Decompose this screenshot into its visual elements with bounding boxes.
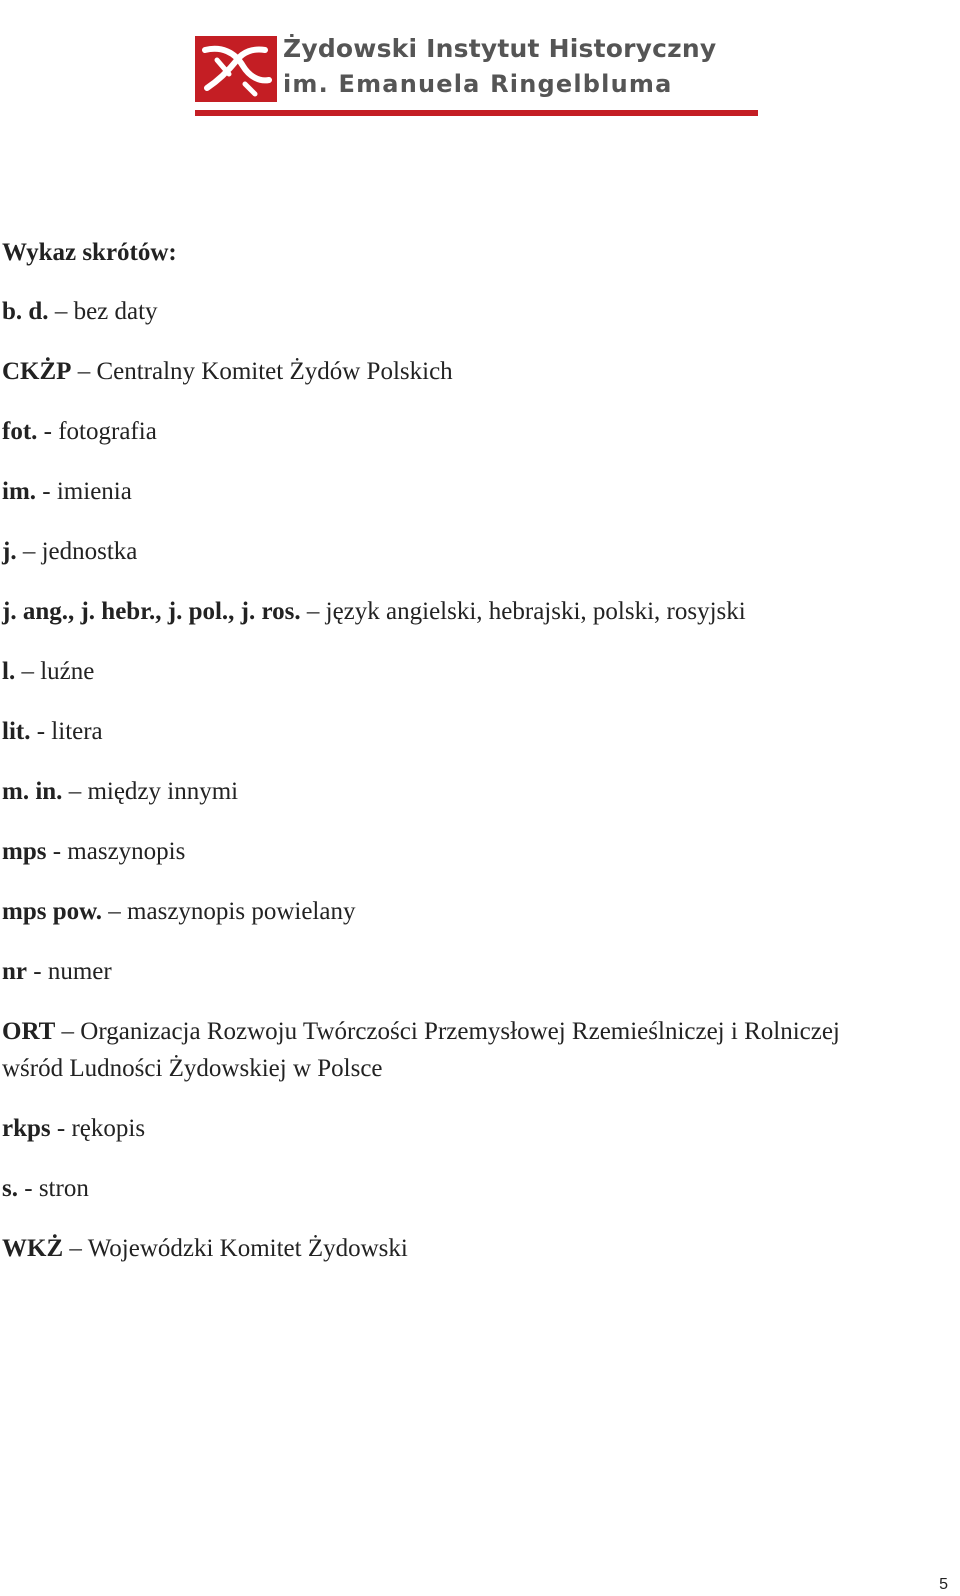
abbreviation-entry — [2, 953, 902, 990]
abbreviation-entry — [2, 473, 902, 510]
abbreviation-entry — [2, 593, 902, 630]
abbreviation-definition: maszynopis powielany — [127, 898, 356, 925]
abbreviation-entry — [2, 1170, 902, 1207]
abbreviation-term: nr — [2, 958, 27, 985]
institute-logo-emblem-icon — [195, 36, 277, 102]
abbreviation-definition: między innymi — [87, 778, 239, 805]
abbreviation-term: mps — [2, 838, 47, 865]
abbreviation-definition: fotografia — [58, 418, 157, 445]
abbreviation-term: ORT — [2, 1018, 56, 1045]
abbreviation-term: mps pow. — [2, 898, 103, 925]
header-rule — [195, 110, 758, 116]
abbreviation-term: b. d. — [2, 298, 49, 325]
abbreviation-definition: bez daty — [73, 298, 158, 325]
institute-patron: im. Emanuela Ringelbluma — [283, 70, 673, 98]
abbreviation-entry — [2, 893, 902, 930]
abbreviation-entry — [2, 1110, 902, 1147]
entries-container — [2, 293, 902, 1267]
abbreviation-separator: - — [36, 478, 57, 505]
abbreviation-entry — [2, 1230, 902, 1267]
abbreviation-definition: luźne — [40, 658, 95, 685]
abbreviation-term: lit. — [2, 718, 31, 745]
abbreviation-definition: numer — [47, 958, 112, 985]
abbreviation-entry — [2, 1013, 902, 1087]
abbreviation-separator: – — [48, 298, 74, 325]
abbreviation-separator: – — [63, 1235, 88, 1262]
abbreviation-separator: – — [71, 358, 97, 385]
abbreviation-term: rkps — [2, 1115, 51, 1142]
abbreviation-definition: Wojewódzki Komitet Żydowski — [87, 1235, 408, 1262]
abbreviation-term: CKŻP — [2, 358, 72, 385]
abbreviation-definition: jednostka — [41, 538, 138, 565]
abbreviation-entry — [2, 533, 902, 570]
abbreviation-entry — [2, 653, 902, 690]
abbreviation-separator: – — [15, 658, 41, 685]
abbreviation-term: l. — [2, 658, 16, 685]
abbreviation-definition: stron — [38, 1175, 89, 1202]
abbreviation-separator: – — [16, 538, 42, 565]
abbreviation-separator: - — [46, 838, 68, 865]
abbreviations-list — [2, 236, 902, 1290]
institute-name: Żydowski Instytut Historyczny — [283, 34, 717, 63]
abbreviation-separator: – — [55, 1018, 81, 1045]
abbreviation-separator: - — [30, 718, 52, 745]
page-title: Wykaz skrótów: — [2, 239, 177, 266]
abbreviation-term: fot. — [2, 418, 38, 445]
abbreviation-definition: maszynopis — [67, 838, 186, 865]
abbreviation-term: im. — [2, 478, 37, 505]
abbreviation-separator: - — [37, 418, 59, 445]
abbreviation-entry — [2, 773, 902, 810]
abbreviation-term: WKŻ — [2, 1235, 64, 1262]
abbreviation-entry — [2, 413, 902, 450]
abbreviation-entry — [2, 293, 902, 330]
abbreviation-entry — [2, 713, 902, 750]
abbreviation-definition: język angielski, hebrajski, polski, rosyjski — [325, 598, 746, 625]
abbreviation-definition: litera — [51, 718, 103, 745]
abbreviation-entry — [2, 833, 902, 870]
abbreviation-term: s. — [2, 1175, 18, 1202]
abbreviation-separator: - — [17, 1175, 39, 1202]
abbreviation-separator: – — [102, 898, 128, 925]
abbreviation-term: j. ang., j. hebr., j. pol., j. ros. — [2, 598, 301, 625]
institute-header — [195, 30, 760, 120]
abbreviation-term: j. — [2, 538, 17, 565]
abbreviation-separator: – — [300, 598, 326, 625]
abbreviation-definition: imienia — [56, 478, 132, 505]
abbreviation-term: m. in. — [2, 778, 63, 805]
page-number: 5 — [939, 1576, 948, 1593]
abbreviation-definition: Centralny Komitet Żydów Polskich — [96, 358, 453, 385]
abbreviation-separator: - — [27, 958, 48, 985]
abbreviation-separator: - — [50, 1115, 72, 1142]
abbreviation-separator: – — [62, 778, 88, 805]
abbreviation-definition: Organizacja Rozwoju Twórczości Przemysłowej Rzemieślniczej i Rolniczej wśród Ludności Żydowskiej w Polsce — [2, 1018, 840, 1082]
abbreviation-definition: rękopis — [71, 1115, 146, 1142]
abbreviation-entry — [2, 353, 902, 390]
